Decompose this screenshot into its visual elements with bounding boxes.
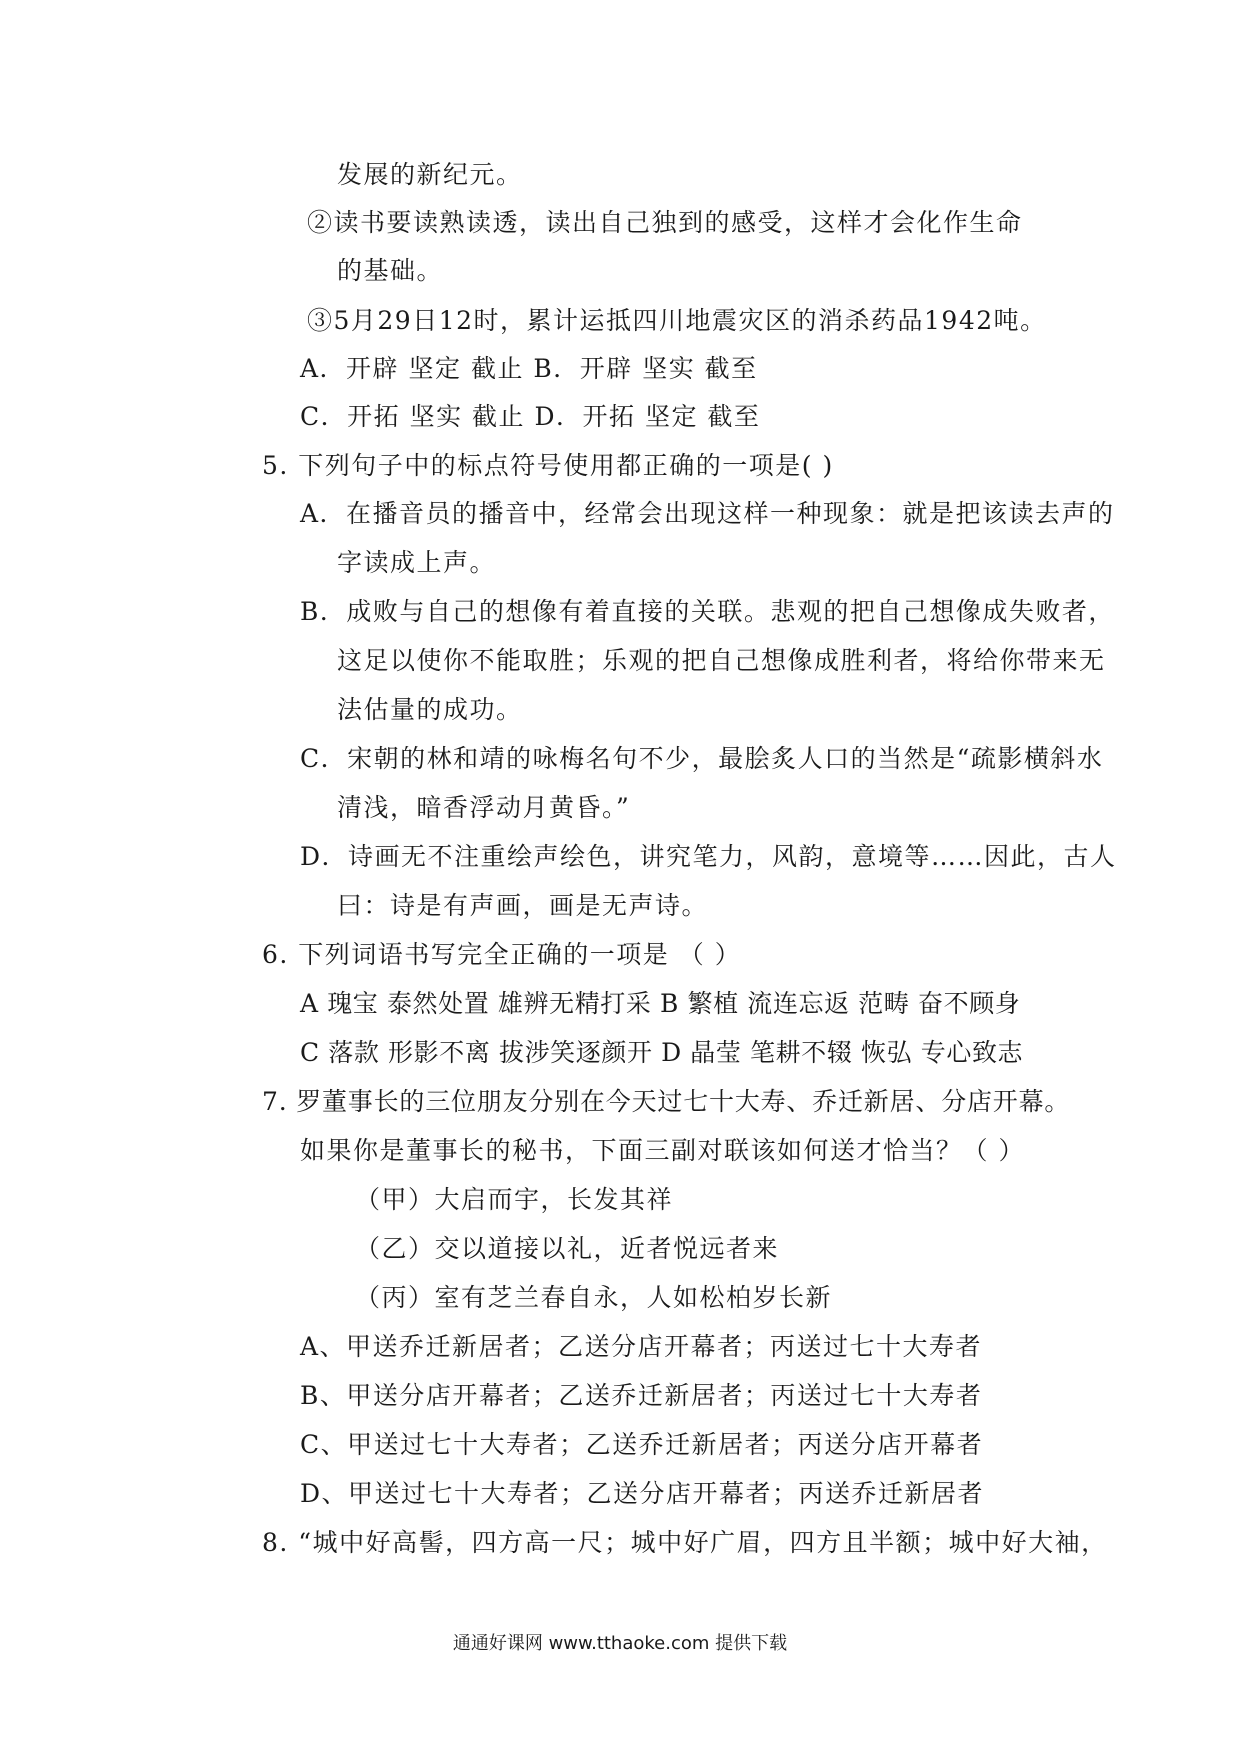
q7-stem-line-1: 7. 罗董事长的三位朋友分别在今天过七十大寿、乔迁新居、分店开幕。 [262, 1087, 1071, 1116]
q7-option-b: B、甲送分店开幕者；乙送乔迁新居者；丙送过七十大寿者 [300, 1381, 983, 1410]
q7-option-d: D、甲送过七十大寿者；乙送分店开幕者；丙送乔迁新居者 [300, 1479, 985, 1508]
q5-option-b-line-1: B．成败与自己的想像有着直接的关联。悲观的把自己想像成失败者， [300, 597, 1115, 626]
q7-stem-line-2: 如果你是董事长的秘书，下面三副对联该如何送才恰当？（ ） [300, 1136, 1025, 1165]
page-footer: 通通好课网 www.tthaoke.com 提供下载 [452, 1633, 788, 1654]
q7-option-c: C、甲送过七十大寿者；乙送乔迁新居者；丙送分店开幕者 [300, 1430, 984, 1459]
q5-option-c-line-1: C．宋朝的林和靖的咏梅名句不少，最脍炙人口的当然是“疏影横斜水 [300, 744, 1104, 773]
q6-options-ab: A 瑰宝 泰然处置 雄辨无精打采 B 繁植 流连忘返 范畴 奋不顾身 [300, 989, 1021, 1018]
q7-couplet-jia: （甲）大启而宇，长发其祥 [355, 1185, 674, 1214]
q5-option-d-line-2: 曰：诗是有声画，画是无声诗。 [337, 891, 709, 920]
q5-option-b-line-3: 法估量的成功。 [337, 695, 523, 724]
q5-option-a-line-1: A．在播音员的播音中，经常会出现这样一种现象：就是把该读去声的 [300, 499, 1115, 528]
q7-option-a: A、甲送乔迁新居者；乙送分店开幕者；丙送过七十大寿者 [300, 1332, 983, 1361]
q8-stem: 8. “城中好高髻，四方高一尺；城中好广眉，四方且半额；城中好大袖， [262, 1528, 1108, 1557]
q7-couplet-yi: （乙）交以道接以礼，近者悦远者来 [355, 1234, 780, 1263]
q4-sentence-2-line-1: ②读书要读熟读透，读出自己独到的感受，这样才会化作生命 [307, 208, 1023, 237]
q5-stem: 5. 下列句子中的标点符号使用都正确的一项是( ) [262, 451, 834, 480]
q4-sentence-3: ③5月29日12时，累计运抵四川地震灾区的消杀药品1942吨。 [307, 306, 1047, 335]
q7-couplet-bing: （丙）室有芝兰春自永，人如松柏岁长新 [355, 1283, 833, 1312]
q6-options-cd: C 落款 形影不离 拔涉笑逐颜开 D 晶莹 笔耕不辍 恢弘 专心致志 [300, 1038, 1024, 1067]
q4-sentence-2-line-2: 的基础。 [337, 256, 444, 285]
q4-options-ab: A．开辟 坚定 截止 B．开辟 坚实 截至 [300, 354, 758, 383]
q4-tail: 发展的新纪元。 [337, 160, 523, 189]
q4-options-cd: C．开拓 坚实 截止 D．开拓 坚定 截至 [300, 402, 761, 431]
q5-option-b-line-2: 这足以使你不能取胜；乐观的把自己想像成胜利者，将给你带来无 [337, 646, 1106, 675]
q5-option-a-line-2: 字读成上声。 [337, 548, 497, 577]
q6-stem: 6. 下列词语书写完全正确的一项是 （ ） [262, 940, 742, 969]
q5-option-c-line-2: 清浅，暗香浮动月黄昏。” [337, 793, 631, 822]
q5-option-d-line-1: D．诗画无不注重绘声绘色，讲究笔力，风韵，意境等……因此，古人 [300, 842, 1117, 871]
